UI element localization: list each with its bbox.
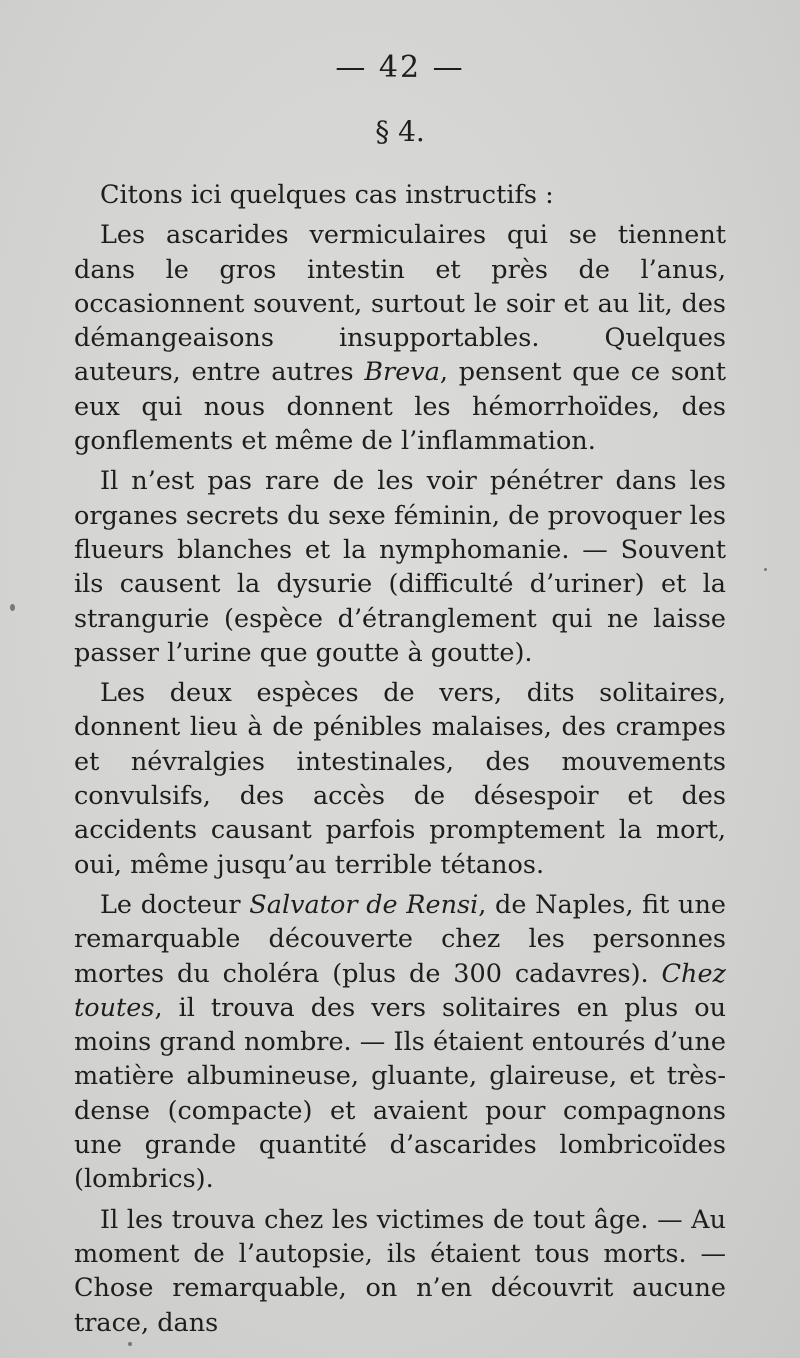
emphasis-chez-toutes: Chez toutes: [74, 958, 726, 1023]
body-text: [74, 178, 726, 1346]
paragraph-solitaires: Les deux espèces de vers, dits solitaires, donnent lieu à de pénibles malaises, des crampes et névralgies intestinales, des mouvements convulsifs, des accès de désespoir et des accidents causant parfois promptement la mort, oui, même jusqu’au terrible tétanos.: [74, 678, 726, 880]
paragraph-victimes: Il les trouva chez les victimes de tout âge. — Au moment de l’autopsie, ils étaient tous morts. — Chose remarquable, on n’en découvrit aucune trace, dans: [74, 1204, 726, 1338]
paragraph-docteur: Le docteur Salvator de Rensi, de Naples, fit une remarquable découverte chez les personnes mortes du choléra (plus de 300 cadavres). Chez toutes, il trouva des vers solitaires en plus ou moins grand nombre. — Ils étaient entourés d’une matière albumineuse, gluante, glaireuse, et très-dense (compacte) et avaient pour compagnons une grande quantité d’ascarides lombricoïdes (lombrics).: [74, 889, 726, 1195]
author-name: Breva: [364, 357, 440, 388]
ink-speck: [764, 568, 767, 571]
page-number: — 42 —: [335, 50, 465, 85]
ink-speck: [128, 1342, 132, 1346]
paragraph-organes: Il n’est pas rare de les voir pénétrer dans les organes secrets du sexe féminin, de provoquer les flueurs blanches et la nymphomanie. — Souvent ils causent la dysurie (difficulté d’uriner) et la strangurie (espèce d’étranglement qui ne laisse passer l’urine que goutte à goutte).: [74, 466, 726, 668]
section-heading: § 4.: [375, 115, 425, 148]
paragraph-ascarides: Les ascarides vermiculaires qui se tiennent dans le gros intestin et près de l’anus, occasionnent souvent, surtout le soir et au lit, des démangeaisons insupportables. Quelques auteurs, entre autres Breva, pensent que ce sont eux qui nous donnent les hémorrhoïdes, des gonflements et même de l’inflammation.: [74, 220, 726, 457]
ink-speck: [10, 604, 15, 611]
paragraph-intro: Citons ici quelques cas instructifs :: [100, 180, 554, 210]
doctor-name: Salvator de Rensi: [249, 889, 479, 920]
